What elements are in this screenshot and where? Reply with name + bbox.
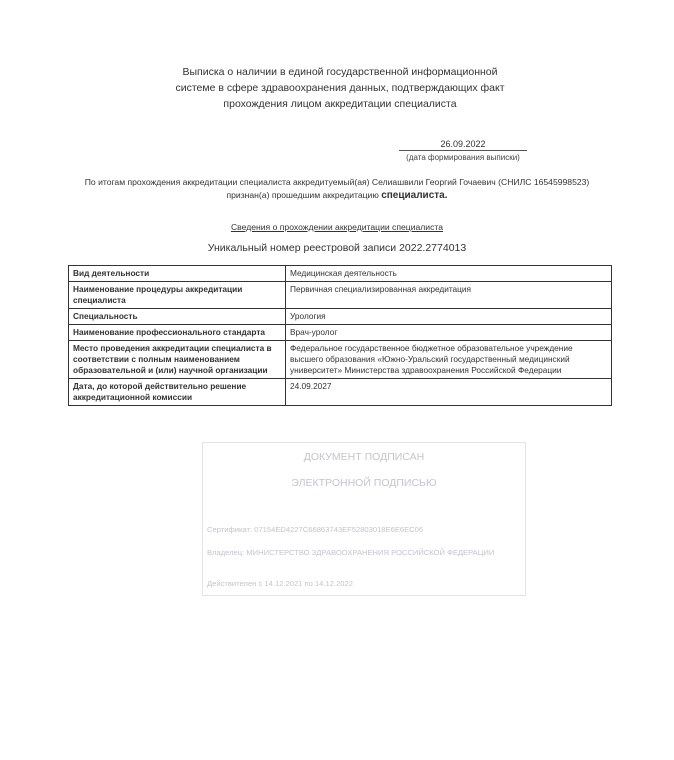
- row-value-procedure: Первичная специализированная аккредитация: [286, 282, 612, 309]
- accreditation-info-table: [68, 265, 612, 406]
- stamp-certificate: Сертификат: 07154ED4227C66863743EF52803018E6E6EC06: [207, 525, 424, 534]
- formation-date-caption: (дата формирования выписки): [406, 153, 520, 162]
- table-row: [69, 282, 612, 309]
- electronic-signature-stamp: [202, 442, 526, 596]
- result-line-2: [40, 189, 634, 202]
- title-line-3: прохождения лицом аккредитации специалиста: [223, 98, 457, 110]
- registry-number: Уникальный номер реестровой записи 2022.2774013: [207, 242, 467, 254]
- stamp-subtitle: ЭЛЕКТРОННОЙ ПОДПИСЬЮ: [291, 477, 437, 489]
- row-label-specialty: Специальность: [69, 309, 286, 325]
- row-label-valid-until: Дата, до которой действительно решение аккредитационной комиссии: [69, 379, 286, 406]
- formation-date: 26.09.2022: [399, 139, 527, 151]
- result-line-1: По итогам прохождения аккредитации специалиста аккредитуемый(ая) Селиашвили Георгий Гочаевич (СНИЛС 16545998523): [84, 177, 590, 187]
- row-label-place: Место проведения аккредитации специалиста в соответствии с полным наименованием образовательной и (или) научной организации: [69, 341, 286, 379]
- table-row: [69, 379, 612, 406]
- row-value-activity: Медицинская деятельность: [286, 266, 612, 282]
- title-line-1: Выписка о наличии в единой государственной информационной: [182, 66, 498, 78]
- title-line-2: системе в сфере здравоохранения данных, подтверждающих факт: [175, 82, 505, 94]
- row-value-specialty: Урология: [286, 309, 612, 325]
- row-label-procedure: Наименование процедуры аккредитации специалиста: [69, 282, 286, 309]
- table-row: [69, 341, 612, 379]
- stamp-title: ДОКУМЕНТ ПОДПИСАН: [303, 451, 425, 463]
- row-label-activity: Вид деятельности: [69, 266, 286, 282]
- table-row: [69, 309, 612, 325]
- stamp-owner: Владелец: МИНИСТЕРСТВО ЗДРАВООХРАНЕНИЯ РОССИЙСКОЙ ФЕДЕРАЦИИ: [207, 548, 495, 557]
- row-label-standard: Наименование профессионального стандарта: [69, 325, 286, 341]
- document-title: [130, 64, 550, 112]
- formation-date-block: [388, 134, 538, 162]
- stamp-validity: Действителен с 14.12.2021 по 14.12.2022: [207, 579, 353, 588]
- section-title: Сведения о прохождении аккредитации специалиста: [230, 222, 444, 232]
- row-value-place: Федеральное государственное бюджетное образовательное учреждение высшего образования «Южно-Уральский государственный медицинский университет» Министерства здравоохранения Российской Федерации: [286, 341, 612, 379]
- accreditation-result: [40, 176, 634, 202]
- result-line-2-prefix: признан(а) прошедшим аккредитацию: [226, 190, 379, 200]
- table-row: [69, 325, 612, 341]
- row-value-valid-until: 24.09.2027: [286, 379, 612, 406]
- result-specialist-word: специалиста.: [381, 190, 448, 201]
- table-row: [69, 266, 612, 282]
- row-value-standard: Врач-уролог: [286, 325, 612, 341]
